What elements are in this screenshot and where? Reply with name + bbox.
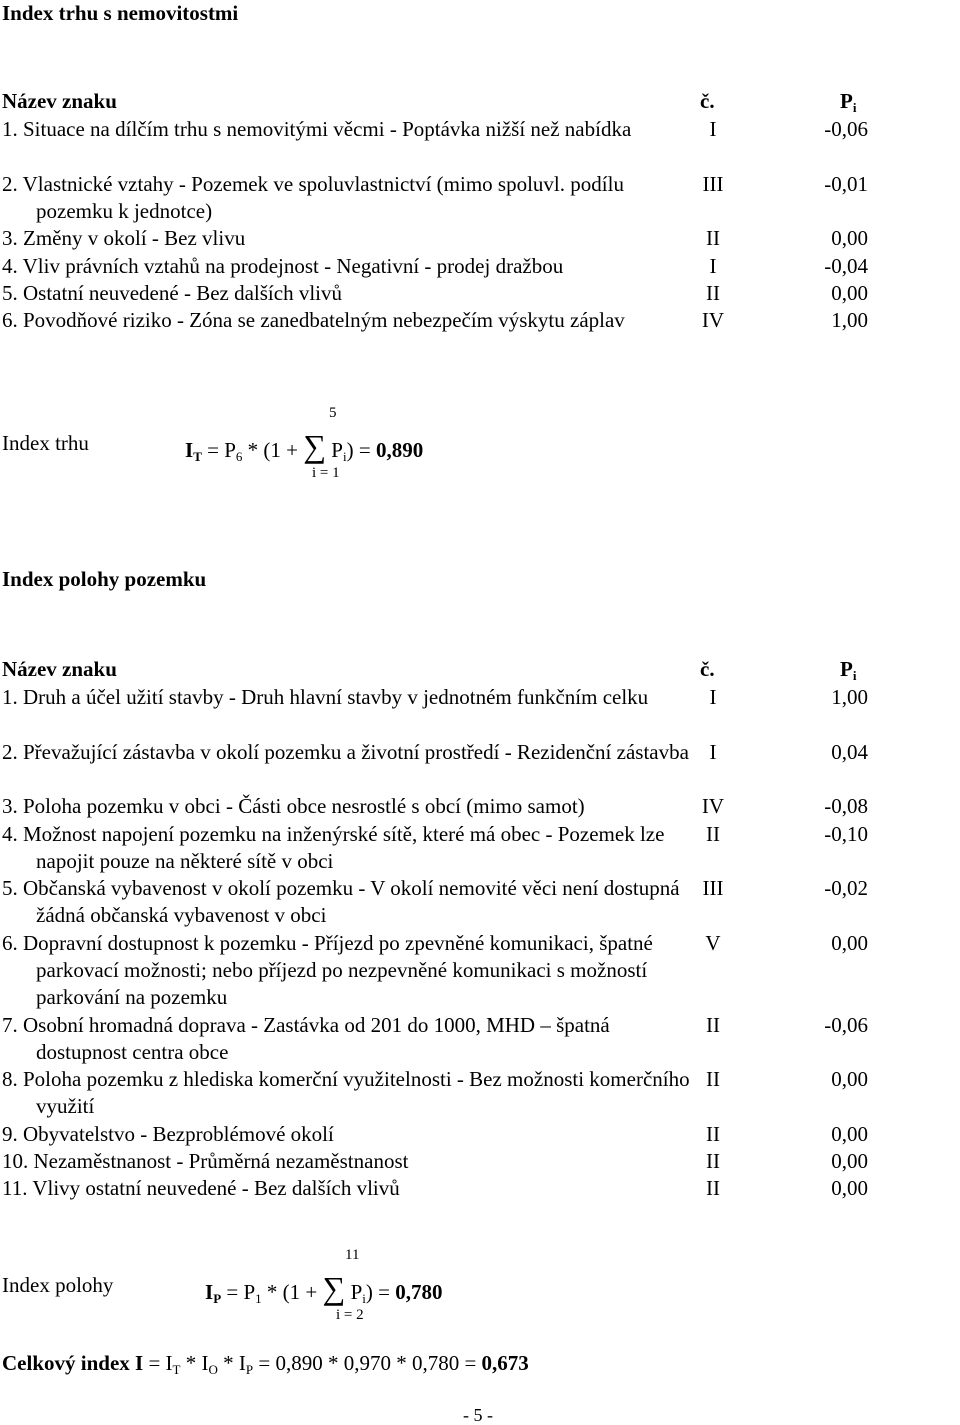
row-label: 9. Obyvatelstvo - Bezproblémové okolí [2,1121,334,1146]
row-class: II [706,1149,720,1174]
sum-icon: ∑ [303,428,327,464]
market-header-num: č. [700,89,715,113]
market-index-formula: $I_T = P_6 * (1$ + ∑ $P_i) = 0,890$ [185,428,424,464]
row-value: 0,04 [831,739,868,764]
row-value: 0,00 [831,1176,868,1201]
row-value: 1,00 [831,308,868,333]
row-label: 6. Dopravní dostupnost k pozemku - Příjezd po zpevněné komunikaci, špatné parkovací možnosti; nebo příjezd po nezpevněné komunikaci s možností parkování na pozemku [2,930,653,1010]
row-value: -0,02 [824,876,868,901]
sum-icon: ∑ [322,1270,346,1306]
row-class: II [706,226,720,251]
row-label: 3. Poloha pozemku v obci - Části obce nesrostlé s obcí (mimo samot) [2,794,585,819]
row-class: II [706,280,720,305]
row-label: 1. Situace na dílčím trhu s nemovitými věcmi - Poptávka nižší než nabídka [2,117,632,141]
row-value: 0,00 [831,1149,868,1174]
row-label: 7. Osobní hromadná doprava - Zastávka od 201 do 1000, MHD – špatná dostupnost centra obce [2,1012,610,1064]
market-sum-upper: 5 [329,405,337,421]
row-value: -0,06 [824,117,868,141]
row-class: II [706,1012,720,1037]
row-class: V [705,930,721,955]
row-label: 5. Občanská vybavenost v okolí pozemku - V okolí nemovité věci není dostupná žádná občanská vybavenost v obci [2,876,680,928]
row-label: 11. Vlivy ostatní neuvedené - Bez dalších vlivů [2,1176,400,1201]
row-value: -0,06 [824,1012,868,1037]
page-number: - 5 - [463,1405,493,1425]
row-label: 5. Ostatní neuvedené - Bez dalších vlivů [2,280,342,305]
row-label: 6. Povodňové riziko - Zóna se zanedbatelným nebezpečím výskytu záplav [2,308,625,333]
row-class: I [709,685,717,709]
location-sum-upper: 11 [345,1247,360,1263]
row-label: 1. Druh a účel užití stavby - Druh hlavní stavby v jednotném funkčním celku [2,685,649,709]
row-class: IV [701,794,725,819]
row-class: II [706,1121,720,1146]
market-index-label: Index trhu [2,431,89,455]
location-sum-lower: i = 2 [336,1307,364,1323]
row-class: IV [701,308,725,333]
row-value: -0,04 [824,253,868,278]
row-label: 4. Možnost napojení pozemku na inženýrské sítě, které má obec - Pozemek lze napojit pouze na některé sítě v obci [2,821,665,873]
row-label: 3. Změny v okolí - Bez vlivu [2,226,246,251]
row-label: 2. Převažující zástavba v okolí pozemku a životní prostředí - Rezidenční zástavba [2,739,689,764]
row-class: I [709,253,717,278]
row-value: 0,00 [831,226,868,251]
total-index: Celkový index $I = I_T * I_O * I_P = 0,890 * 0,970 * 0,780 = 0,673$ [2,1351,529,1377]
market-sum-lower: i = 1 [312,465,340,481]
row-value: 0,00 [831,1067,868,1092]
row-class: II [706,1176,720,1201]
market-header-name: Název znaku [2,89,117,113]
location-index-formula: $I_P = P_1 * (1$ + ∑ $P_i) = 0,780$ [205,1270,443,1306]
market-header-p: $P_i$ [840,89,857,115]
row-class: II [706,1067,720,1092]
row-class: III [702,171,724,196]
row-value: 1,00 [831,685,868,709]
row-class: I [709,117,717,141]
row-label: 8. Poloha pozemku z hlediska komerční využitelnosti - Bez možnosti komerčního využití [2,1067,690,1119]
row-label: 10. Nezaměstnanost - Průměrná nezaměstnanost [2,1149,409,1174]
row-value: 0,00 [831,1121,868,1146]
page-title: Index trhu s nemovitostmi [2,1,239,25]
row-class: II [706,821,720,846]
location-title: Index polohy pozemku [2,567,207,591]
row-class: I [709,739,717,764]
location-header-p: $P_i$ [840,657,857,683]
row-label: 4. Vliv právních vztahů na prodejnost - Negativní - prodej dražbou [2,253,564,278]
row-class: III [702,876,724,901]
row-value: -0,08 [824,794,868,819]
row-value: -0,01 [824,171,868,196]
row-label: 2. Vlastnické vztahy - Pozemek ve spoluvlastnictví (mimo spoluvl. podílu pozemku k jednotce) [2,171,624,223]
row-value: 0,00 [831,930,868,955]
location-header-name: Název znaku [2,657,117,681]
row-value: 0,00 [831,280,868,305]
location-index-label: Index polohy [2,1273,114,1297]
location-header-num: č. [700,657,715,681]
row-value: -0,10 [824,821,868,846]
